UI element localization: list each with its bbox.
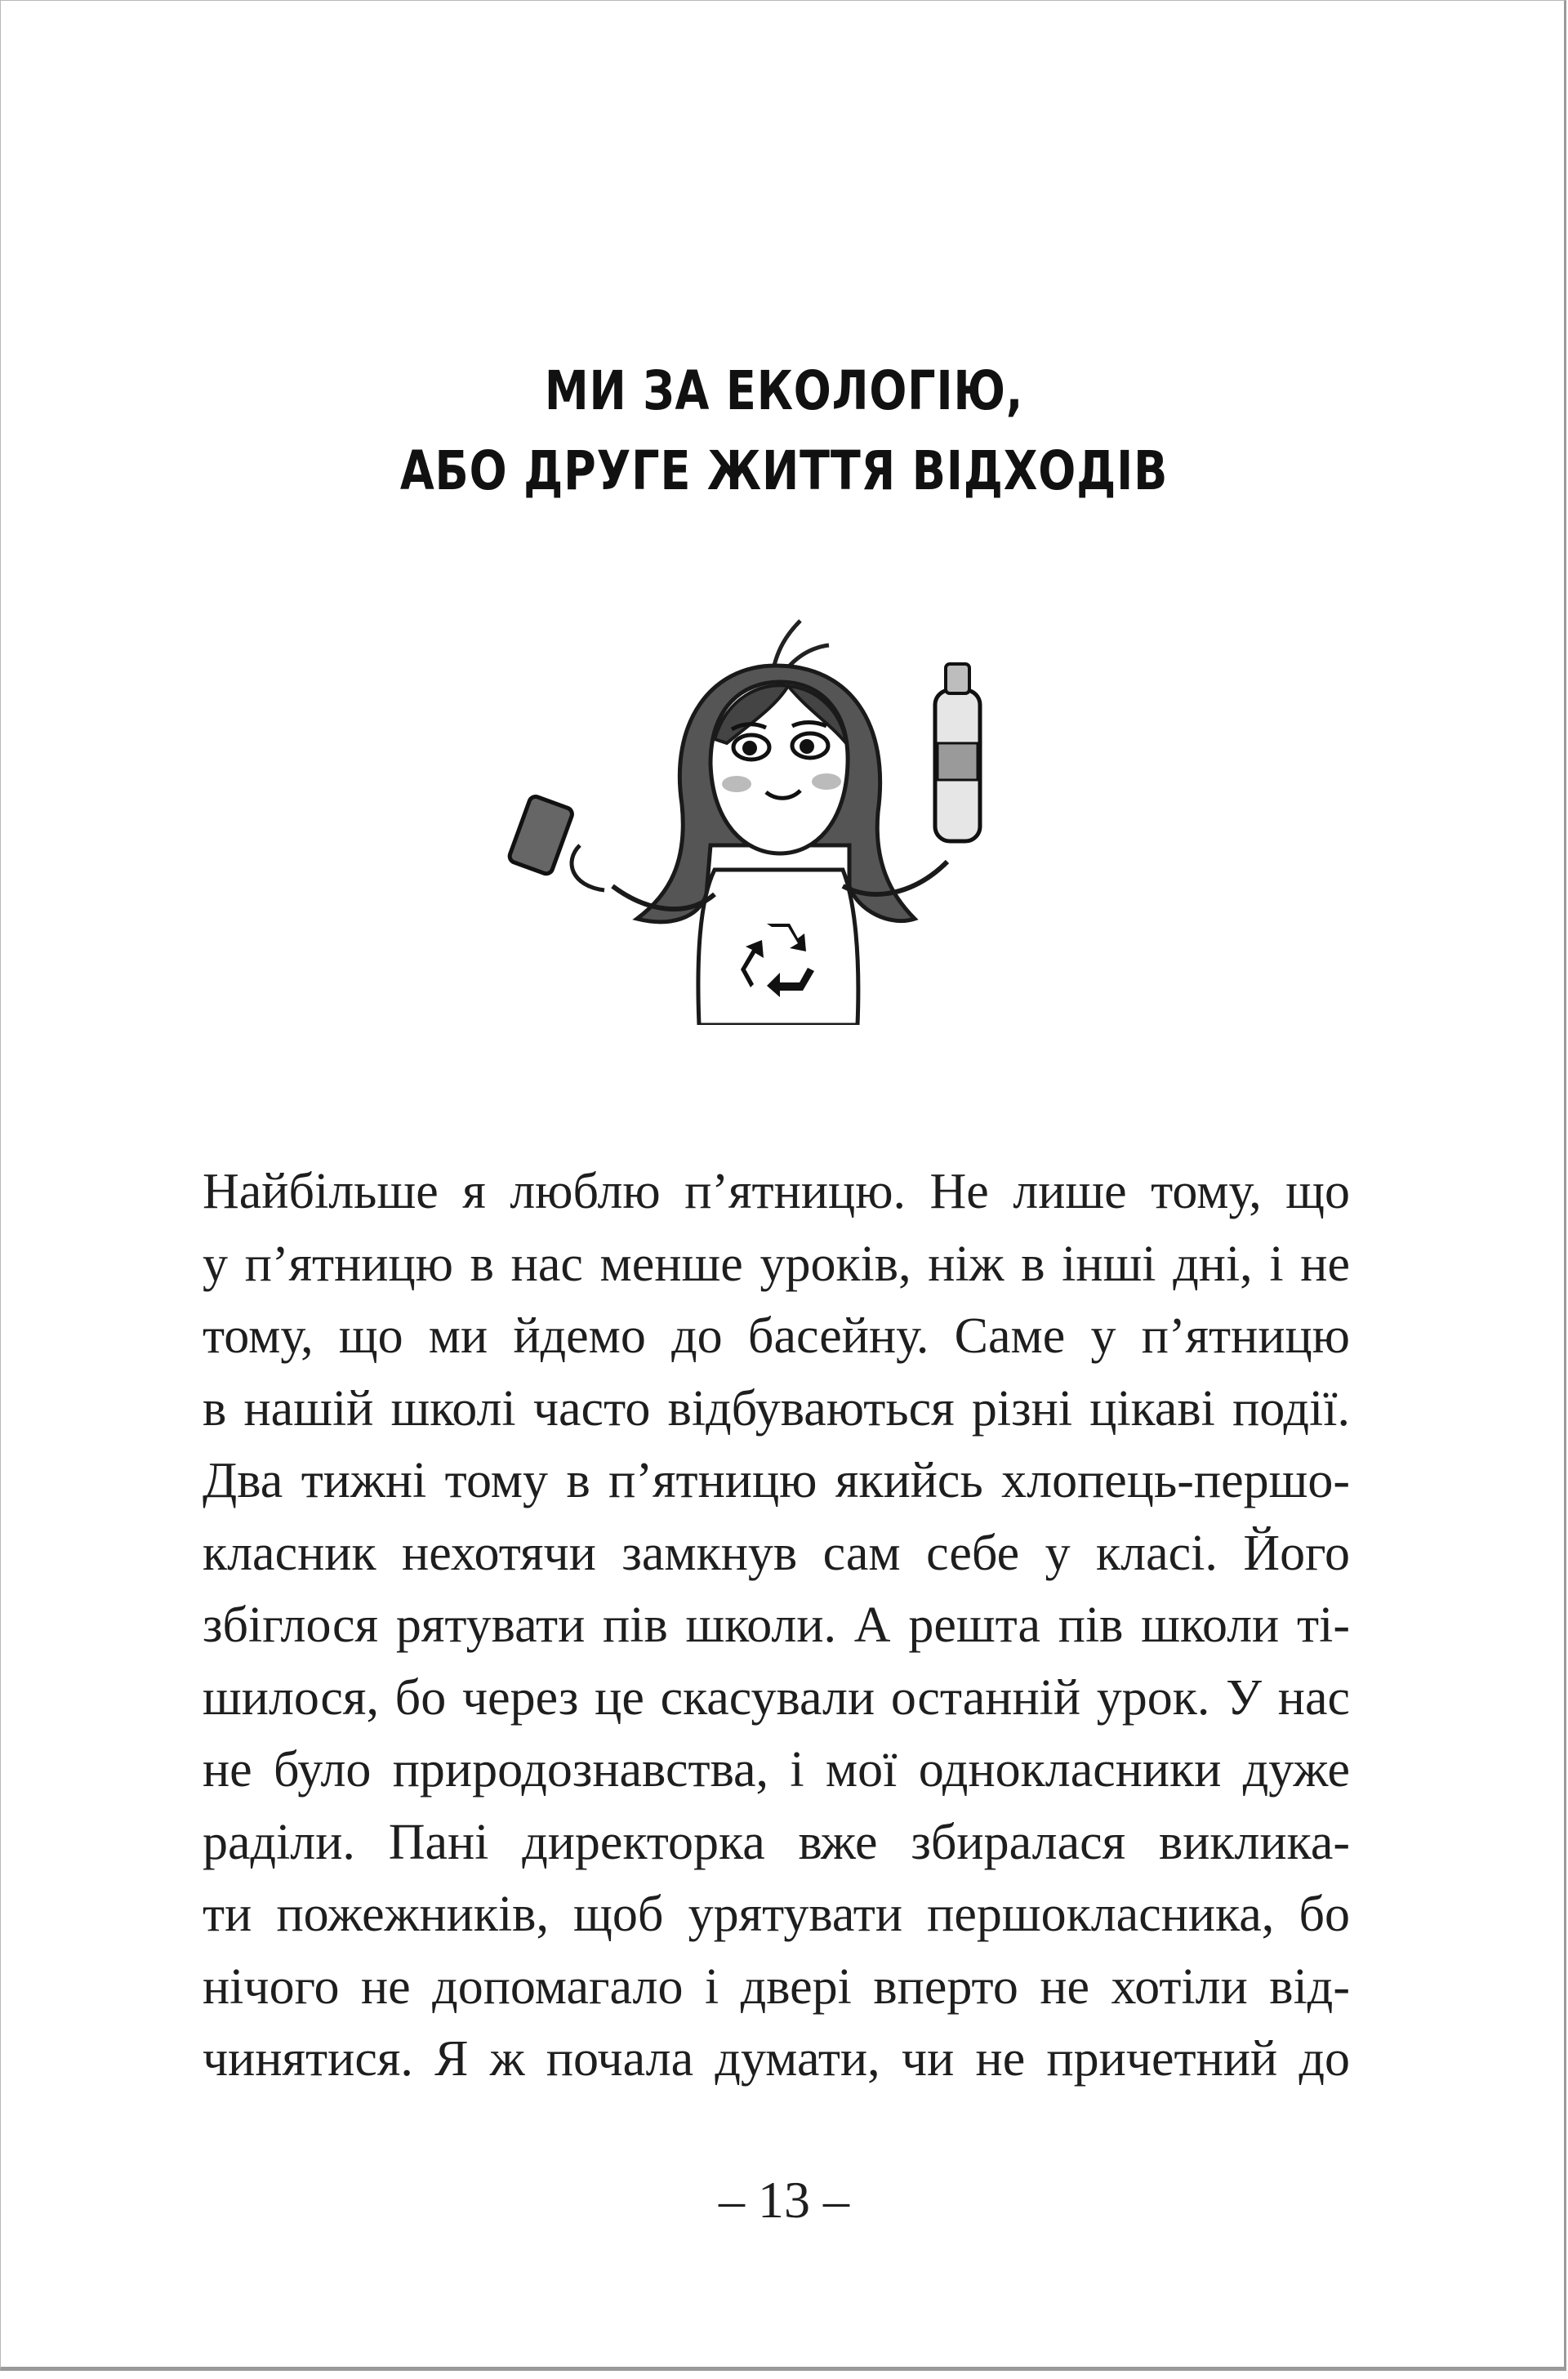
text-line: Найбільше я люблю п’ятницю. Не лише тому, що bbox=[203, 1164, 1350, 1219]
text-line: Два тижні тому в п’ятницю якийсь хлопець-першо- bbox=[203, 1453, 1350, 1508]
text-line: у п’ятницю в нас менше уроків, ніж в інші дні, і не bbox=[203, 1236, 1350, 1292]
text-line: в нашій школі часто відбуваються різні цікаві події. bbox=[203, 1380, 1350, 1437]
girl-with-bottle-and-recycling-shirt-illustration bbox=[506, 600, 1062, 1025]
text-line: збіглося рятувати пів школи. А решта пів школи ті- bbox=[203, 1597, 1350, 1653]
text-line: чинятися. Я ж почала думати, чи не причетний до bbox=[203, 2031, 1350, 2087]
text-line: шилося, бо через це скасували останній урок. У нас bbox=[203, 1669, 1350, 1726]
text-line: не було природознавства, і мої однокласники дуже bbox=[203, 1742, 1350, 1798]
text-line: нічого не допомагало і двері вперто не хотіли від- bbox=[203, 1958, 1350, 2015]
chapter-title bbox=[141, 351, 1427, 511]
chapter-title-line-2: АБО ДРУГЕ ЖИТТЯ ВІДХОДІВ bbox=[399, 439, 1169, 502]
body-text bbox=[203, 1156, 1350, 2096]
text-line: тому, що ми йдемо до басейну. Саме у п’ятницю bbox=[203, 1308, 1350, 1364]
page-number: – 13 – bbox=[719, 2171, 849, 2229]
text-line: ти пожежників, щоб урятувати першокласника, бо bbox=[203, 1887, 1350, 1942]
text-line: класник нехотячи замкнув сам себе у класі. Його bbox=[203, 1525, 1350, 1581]
text-line: раділи. Пані директорка вже збиралася виклика- bbox=[203, 1814, 1350, 1870]
chapter-title-line-1: МИ ЗА ЕКОЛОГІЮ, bbox=[544, 359, 1024, 422]
